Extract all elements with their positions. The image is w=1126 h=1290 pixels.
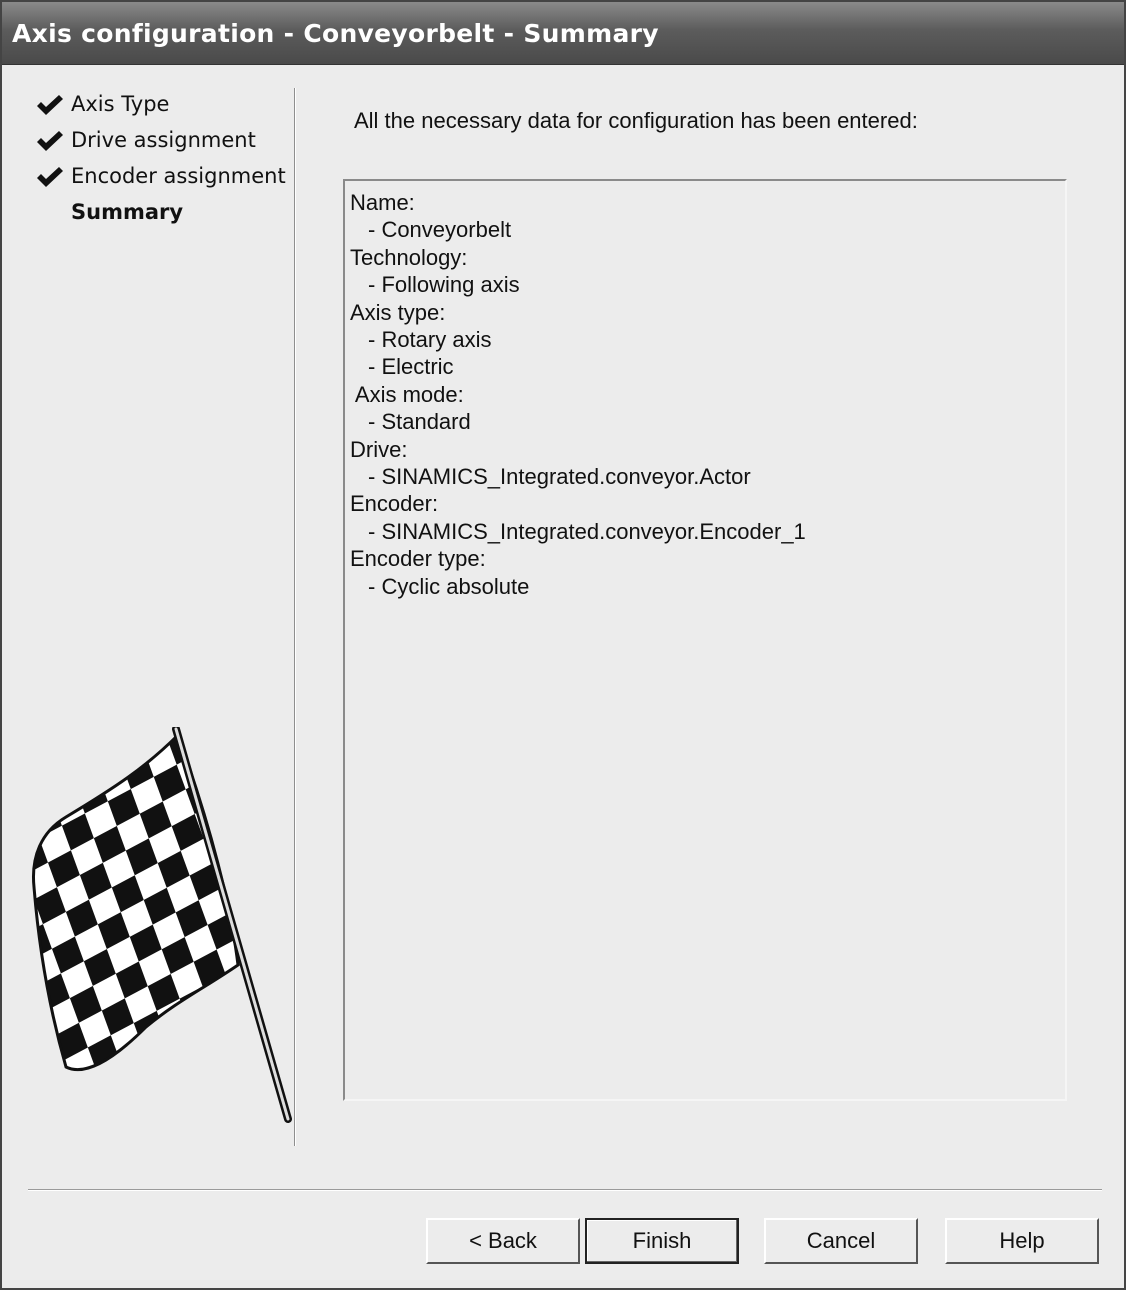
summary-content: [350, 189, 806, 600]
check-mark-icon: [36, 166, 64, 188]
summary-technology-label: Technology:: [350, 244, 468, 270]
summary-axis-type-label: Axis type:: [350, 299, 446, 325]
summary-name-value: - Conveyorbelt: [368, 217, 512, 243]
back-button[interactable]: < Back: [426, 1218, 580, 1264]
summary-encoder-label: Encoder:: [350, 491, 439, 517]
horizontal-divider: [28, 1189, 1102, 1191]
step-label: Encoder assignment: [71, 164, 286, 188]
title-bar: [2, 2, 1124, 65]
summary-technology-value: - Following axis: [368, 272, 520, 298]
finish-button[interactable]: Finish: [585, 1218, 739, 1264]
summary-name-label: Name:: [350, 190, 415, 215]
summary-box[interactable]: [343, 179, 1067, 1101]
summary-axis-type-value: - Rotary axis: [368, 327, 492, 353]
summary-encoder-type-value: - Cyclic absolute: [368, 573, 530, 599]
summary-drive-value: - SINAMICS_Integrated.conveyor.Actor: [368, 464, 751, 490]
summary-axis-type-value: - Electric: [368, 354, 454, 380]
summary-axis-mode-value: - Standard: [368, 409, 471, 435]
check-mark-icon: [36, 94, 64, 116]
checkered-flag-icon: [26, 727, 301, 1127]
summary-encoder-type-label: Encoder type:: [350, 546, 486, 572]
summary-encoder-value: - SINAMICS_Integrated.conveyor.Encoder_1: [368, 518, 806, 544]
summary-axis-mode-label: Axis mode:: [350, 381, 464, 407]
summary-drive-label: Drive:: [350, 436, 408, 462]
cancel-button[interactable]: Cancel: [764, 1218, 918, 1264]
intro-text: All the necessary data for configuration has been entered:: [354, 108, 918, 133]
step-label: Summary: [71, 200, 184, 224]
step-label: Drive assignment: [71, 128, 256, 152]
step-label: Axis Type: [71, 92, 170, 116]
check-mark-icon: [36, 130, 64, 152]
window-title: Axis configuration - Conveyorbelt - Summary: [12, 19, 659, 48]
help-button[interactable]: Help: [945, 1218, 1099, 1264]
